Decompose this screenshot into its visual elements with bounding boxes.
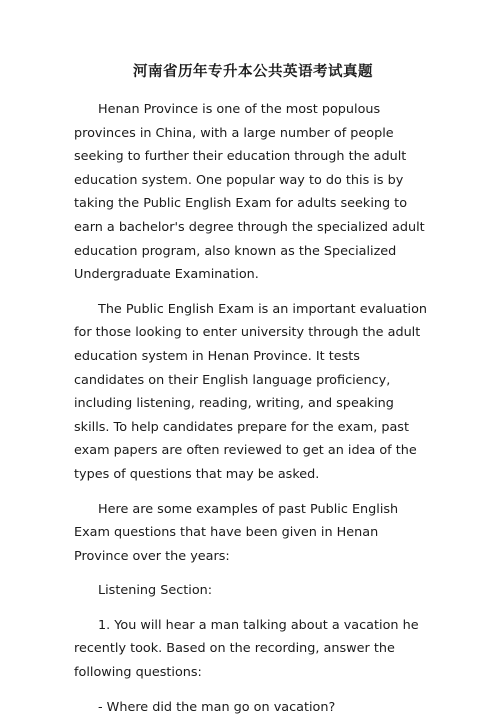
paragraph-examples-intro: Here are some examples of past Public English Exam questions that have been given in Henan Province over the years: (74, 501, 399, 564)
paragraph-intro: Henan Province is one of the most populous provinces in China, with a large number of people seeking to further their education through the adult education system. One popular way to do this is by taking the Public English Exam for adults seeking to earn a bachelor's degree through the specialized adult education program, also known as the Specialized Undergraduate Examination. (74, 102, 425, 283)
document-title: 河南省历年专升本公共英语考试真题 (133, 64, 373, 80)
paragraph-exam-description: The Public English Exam is an important evaluation for those looking to enter university through the adult education system in Henan Province. It tests candidates on their English language proficiency, including listening, reading, writing, and speaking skills. To help candidates prepare for the exam, past exam papers are often reviewed to get an idea of the types of questions that may be asked. (74, 301, 428, 482)
section-heading-listening: Listening Section: (98, 583, 213, 599)
question-1-item: - Where did the man go on vacation? (98, 699, 336, 715)
question-1: 1. You will hear a man talking about a vacation he recently took. Based on the recording, answer the following questions: (74, 617, 419, 681)
